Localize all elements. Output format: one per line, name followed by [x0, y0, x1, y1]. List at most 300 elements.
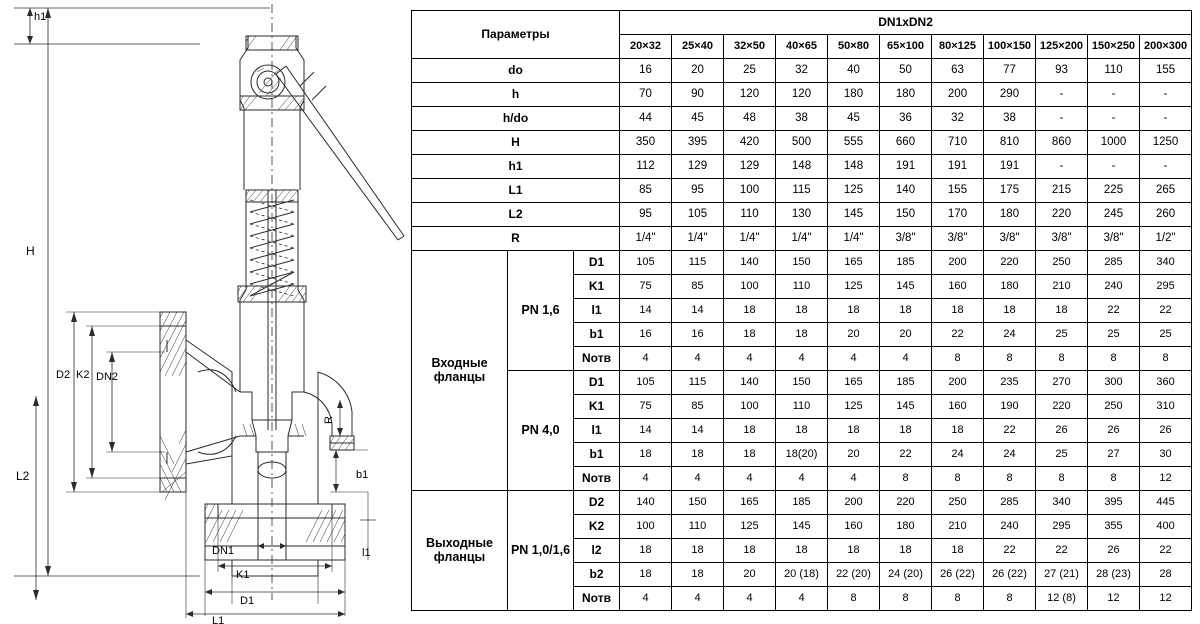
cell: 25: [1036, 323, 1088, 347]
cell: 4: [880, 347, 932, 371]
cell: 45: [672, 107, 724, 131]
cell: 18: [724, 443, 776, 467]
cell: 27 (21): [1036, 563, 1088, 587]
cell: 310: [1140, 395, 1192, 419]
cell: 22: [880, 443, 932, 467]
cell: 191: [932, 155, 984, 179]
cell: 105: [620, 251, 672, 275]
cell: 245: [1088, 203, 1140, 227]
cell: 90: [672, 83, 724, 107]
table-row: [412, 251, 1192, 275]
cell: 100: [724, 179, 776, 203]
cell: 1000: [1088, 131, 1140, 155]
cell: 210: [1036, 275, 1088, 299]
cell: 18: [672, 539, 724, 563]
cell: 24: [932, 443, 984, 467]
cell: 200: [932, 371, 984, 395]
table-row: [412, 179, 1192, 203]
header-size-2: 32×50: [724, 35, 776, 59]
cell: 22: [932, 323, 984, 347]
cell: 36: [880, 107, 932, 131]
table-row: [412, 371, 1192, 395]
table-header-row: [412, 11, 1192, 35]
cell: 140: [620, 491, 672, 515]
cell: 20: [828, 323, 880, 347]
cell: 125: [724, 515, 776, 539]
label-D2: D2: [56, 369, 71, 381]
row-label: l2: [574, 539, 620, 563]
cell: 4: [776, 587, 828, 611]
table-row: [412, 491, 1192, 515]
cell: 150: [880, 203, 932, 227]
cell: 1/4": [724, 227, 776, 251]
cell: 8: [1036, 467, 1088, 491]
subgroup-label: PN 1,0/1,6: [508, 491, 574, 611]
cell: 4: [724, 467, 776, 491]
cell: 18: [776, 539, 828, 563]
cell: 340: [1140, 251, 1192, 275]
cell: 860: [1036, 131, 1088, 155]
cell: 1250: [1140, 131, 1192, 155]
cell: 26 (22): [984, 563, 1036, 587]
cell: 22 (20): [828, 563, 880, 587]
cell: 22: [1036, 539, 1088, 563]
cell: 500: [776, 131, 828, 155]
cell: 155: [932, 179, 984, 203]
cell: 4: [724, 587, 776, 611]
cell: 4: [672, 347, 724, 371]
cell: 4: [672, 587, 724, 611]
label-R: R: [323, 416, 335, 424]
cell: 22: [1088, 299, 1140, 323]
cell: 180: [880, 515, 932, 539]
cell: 285: [1088, 251, 1140, 275]
cell: 4: [724, 347, 776, 371]
cell: 18: [932, 299, 984, 323]
cell: 125: [828, 395, 880, 419]
cell: 8: [1088, 347, 1140, 371]
cell: 225: [1088, 179, 1140, 203]
label-b1: b1: [356, 469, 369, 481]
cell: 185: [880, 371, 932, 395]
cell: 300: [1088, 371, 1140, 395]
row-label: b2: [574, 563, 620, 587]
cell: 18: [776, 299, 828, 323]
cell: 170: [932, 203, 984, 227]
label-DN2: DN2: [96, 371, 119, 383]
cell: 8: [1088, 467, 1140, 491]
row-label: h/do: [412, 107, 620, 131]
cell: 191: [880, 155, 932, 179]
cell: 235: [984, 371, 1036, 395]
cell: 3/8": [932, 227, 984, 251]
cell: 14: [672, 299, 724, 323]
cell: 12 (8): [1036, 587, 1088, 611]
cell: 4: [828, 347, 880, 371]
label-L2: L2: [16, 469, 30, 483]
cell: 4: [620, 587, 672, 611]
cell: 210: [932, 515, 984, 539]
cell: 18: [724, 299, 776, 323]
cell: 1/4": [672, 227, 724, 251]
cell: -: [1036, 107, 1088, 131]
cell: 8: [880, 467, 932, 491]
cell: -: [1088, 155, 1140, 179]
label-D1: D1: [240, 595, 255, 607]
cell: 4: [620, 467, 672, 491]
cell: 26 (22): [932, 563, 984, 587]
row-label: Nотв: [574, 347, 620, 371]
cell: 350: [620, 131, 672, 155]
cell: 155: [1140, 59, 1192, 83]
label-K1: K1: [236, 569, 250, 581]
cell: 14: [672, 419, 724, 443]
cell: 165: [828, 251, 880, 275]
cell: 12: [1140, 467, 1192, 491]
cell: 125: [828, 275, 880, 299]
cell: 85: [620, 179, 672, 203]
cell: 18: [932, 539, 984, 563]
cell: 110: [776, 275, 828, 299]
cell: 20: [672, 59, 724, 83]
cell: 12: [1140, 587, 1192, 611]
cell: 130: [776, 203, 828, 227]
subgroup-label: PN 1,6: [508, 251, 574, 371]
cell: 18: [776, 323, 828, 347]
dimensions-table-body: [412, 11, 1192, 611]
header-size-8: 125×200: [1036, 35, 1088, 59]
cell: 4: [828, 467, 880, 491]
cell: 400: [1140, 515, 1192, 539]
dimensions-table-container: [411, 10, 1190, 611]
cell: 18: [672, 443, 724, 467]
cell: 100: [620, 515, 672, 539]
cell: 18: [776, 419, 828, 443]
row-label: h1: [412, 155, 620, 179]
cell: 75: [620, 275, 672, 299]
cell: 180: [984, 275, 1036, 299]
cell: 129: [724, 155, 776, 179]
cell: 95: [620, 203, 672, 227]
cell: 77: [984, 59, 1036, 83]
cell: 75: [620, 395, 672, 419]
cell: 18: [880, 539, 932, 563]
cell: 27: [1088, 443, 1140, 467]
cell: 355: [1088, 515, 1140, 539]
dimensions-table: [411, 10, 1192, 611]
cell: 32: [932, 107, 984, 131]
cell: 18: [724, 323, 776, 347]
cell: 18: [724, 419, 776, 443]
cell: 26: [1088, 419, 1140, 443]
cell: 20: [828, 443, 880, 467]
table-row: [412, 155, 1192, 179]
cell: 28: [1140, 563, 1192, 587]
row-label: R: [412, 227, 620, 251]
cell: -: [1140, 155, 1192, 179]
label-h1-top: h1: [34, 11, 47, 23]
cell: 4: [776, 347, 828, 371]
cell: 185: [880, 251, 932, 275]
cell: 18: [828, 419, 880, 443]
cell: 8: [984, 467, 1036, 491]
label-L1: L1: [212, 615, 225, 624]
header-size-4: 50×80: [828, 35, 880, 59]
cell: 110: [776, 395, 828, 419]
table-row: [412, 107, 1192, 131]
row-label: l1: [574, 419, 620, 443]
cell: 44: [620, 107, 672, 131]
row-label: L2: [412, 203, 620, 227]
cell: 8: [1036, 347, 1088, 371]
cell: 95: [672, 179, 724, 203]
cell: 220: [984, 251, 1036, 275]
cell: 18: [828, 299, 880, 323]
cell: 18: [724, 539, 776, 563]
row-label: l1: [574, 299, 620, 323]
cell: 1/4": [828, 227, 880, 251]
cell: -: [1140, 83, 1192, 107]
cell: 16: [620, 323, 672, 347]
cell: 140: [880, 179, 932, 203]
cell: 100: [724, 395, 776, 419]
table-row: [412, 59, 1192, 83]
row-label: D2: [574, 491, 620, 515]
cell: 710: [932, 131, 984, 155]
cell: 25: [724, 59, 776, 83]
cell: 8: [880, 587, 932, 611]
cell: 16: [672, 323, 724, 347]
cell: 38: [984, 107, 1036, 131]
row-label: Nотв: [574, 587, 620, 611]
table-row: [412, 83, 1192, 107]
cell: 165: [724, 491, 776, 515]
cell: 185: [776, 491, 828, 515]
cell: 38: [776, 107, 828, 131]
row-label: L1: [412, 179, 620, 203]
cell: 395: [1088, 491, 1140, 515]
cell: 290: [984, 83, 1036, 107]
header-dn1xdn2: DN1xDN2: [620, 11, 1192, 35]
row-label: b1: [574, 323, 620, 347]
cell: 115: [672, 251, 724, 275]
cell: 25: [1088, 323, 1140, 347]
cell: 14: [620, 419, 672, 443]
cell: 200: [932, 251, 984, 275]
cell: 63: [932, 59, 984, 83]
cell: 220: [1036, 395, 1088, 419]
cell: 175: [984, 179, 1036, 203]
cell: 115: [776, 179, 828, 203]
cell: 145: [828, 203, 880, 227]
cell: 16: [620, 59, 672, 83]
row-label: D1: [574, 371, 620, 395]
cell: 26: [1140, 419, 1192, 443]
cell: 395: [672, 131, 724, 155]
group-label: Входные фланцы: [412, 251, 508, 491]
label-l1: l1: [362, 547, 371, 559]
cell: 165: [828, 371, 880, 395]
cell: 22: [984, 539, 1036, 563]
cell: 1/2": [1140, 227, 1192, 251]
header-size-9: 150×250: [1088, 35, 1140, 59]
cell: -: [1088, 83, 1140, 107]
cell: 180: [984, 203, 1036, 227]
header-size-7: 100×150: [984, 35, 1036, 59]
label-DN1: DN1: [212, 545, 235, 557]
cell: 20: [724, 563, 776, 587]
cell: 555: [828, 131, 880, 155]
cell: 8: [932, 587, 984, 611]
cell: 160: [932, 275, 984, 299]
cell: 145: [776, 515, 828, 539]
cell: 1/4": [776, 227, 828, 251]
cell: -: [1036, 83, 1088, 107]
cell: 18: [880, 419, 932, 443]
cell: 48: [724, 107, 776, 131]
cell: 22: [1140, 299, 1192, 323]
cell: 145: [880, 395, 932, 419]
cell: 4: [672, 467, 724, 491]
cell: 22: [1140, 539, 1192, 563]
cell: 150: [672, 491, 724, 515]
cell: 110: [672, 515, 724, 539]
cell: 18: [620, 539, 672, 563]
row-label: Nотв: [574, 467, 620, 491]
cell: 150: [776, 371, 828, 395]
cell: 3/8": [1088, 227, 1140, 251]
cell: 140: [724, 251, 776, 275]
cell: 110: [724, 203, 776, 227]
cell: 40: [828, 59, 880, 83]
cell: -: [1036, 155, 1088, 179]
label-H: H: [26, 244, 35, 258]
cell: 18: [932, 419, 984, 443]
cell: 24: [984, 443, 1036, 467]
cell: 270: [1036, 371, 1088, 395]
cell: 32: [776, 59, 828, 83]
cell: 8: [932, 347, 984, 371]
row-label: do: [412, 59, 620, 83]
cell: 420: [724, 131, 776, 155]
cell: 220: [880, 491, 932, 515]
header-size-6: 80×125: [932, 35, 984, 59]
cell: 112: [620, 155, 672, 179]
cell: 18: [620, 563, 672, 587]
cell: 200: [932, 83, 984, 107]
cell: 240: [984, 515, 1036, 539]
header-size-0: 20×32: [620, 35, 672, 59]
header-size-5: 65×100: [880, 35, 932, 59]
cell: 160: [932, 395, 984, 419]
cell: 8: [984, 347, 1036, 371]
cell: 140: [724, 371, 776, 395]
cell: 180: [880, 83, 932, 107]
cell: 26: [1036, 419, 1088, 443]
cell: 70: [620, 83, 672, 107]
cell: 18: [984, 299, 1036, 323]
cell: 148: [828, 155, 880, 179]
cell: 85: [672, 395, 724, 419]
cell: 260: [1140, 203, 1192, 227]
cell: 25: [1036, 443, 1088, 467]
cell: 265: [1140, 179, 1192, 203]
cell: 105: [620, 371, 672, 395]
row-label: H: [412, 131, 620, 155]
cell: 30: [1140, 443, 1192, 467]
cell: 295: [1036, 515, 1088, 539]
header-size-3: 40×65: [776, 35, 828, 59]
cell: 360: [1140, 371, 1192, 395]
table-row: [412, 203, 1192, 227]
cell: 8: [932, 467, 984, 491]
cell: 190: [984, 395, 1036, 419]
cell: 445: [1140, 491, 1192, 515]
cell: 3/8": [880, 227, 932, 251]
table-row: [412, 227, 1192, 251]
cell: 129: [672, 155, 724, 179]
cell: 660: [880, 131, 932, 155]
cell: 50: [880, 59, 932, 83]
cell: 220: [1036, 203, 1088, 227]
cell: 1/4": [620, 227, 672, 251]
table-row: [412, 131, 1192, 155]
valve-technical-drawing: [0, 0, 410, 624]
row-label: K2: [574, 515, 620, 539]
cell: 14: [620, 299, 672, 323]
cell: 85: [672, 275, 724, 299]
group-label: Выходные фланцы: [412, 491, 508, 611]
cell: 240: [1088, 275, 1140, 299]
cell: 150: [776, 251, 828, 275]
cell: 24 (20): [880, 563, 932, 587]
row-label: K1: [574, 395, 620, 419]
cell: 22: [984, 419, 1036, 443]
cell: 285: [984, 491, 1036, 515]
cell: 18(20): [776, 443, 828, 467]
cell: 125: [828, 179, 880, 203]
cell: 180: [828, 83, 880, 107]
header-size-10: 200×300: [1140, 35, 1192, 59]
cell: 215: [1036, 179, 1088, 203]
cell: 145: [880, 275, 932, 299]
subgroup-label: PN 4,0: [508, 371, 574, 491]
cell: -: [1140, 107, 1192, 131]
cell: 4: [776, 467, 828, 491]
cell: 18: [672, 563, 724, 587]
cell: 18: [880, 299, 932, 323]
cell: 25: [1140, 323, 1192, 347]
cell: 24: [984, 323, 1036, 347]
cell: 340: [1036, 491, 1088, 515]
cell: 3/8": [1036, 227, 1088, 251]
cell: 4: [620, 347, 672, 371]
cell: 28 (23): [1088, 563, 1140, 587]
label-K2: K2: [76, 369, 90, 381]
cell: 93: [1036, 59, 1088, 83]
cell: -: [1088, 107, 1140, 131]
row-label: D1: [574, 251, 620, 275]
cell: 3/8": [984, 227, 1036, 251]
cell: 120: [776, 83, 828, 107]
cell: 200: [828, 491, 880, 515]
cell: 160: [828, 515, 880, 539]
row-label: h: [412, 83, 620, 107]
header-size-1: 25×40: [672, 35, 724, 59]
cell: 250: [932, 491, 984, 515]
cell: 26: [1088, 539, 1140, 563]
cell: 12: [1088, 587, 1140, 611]
